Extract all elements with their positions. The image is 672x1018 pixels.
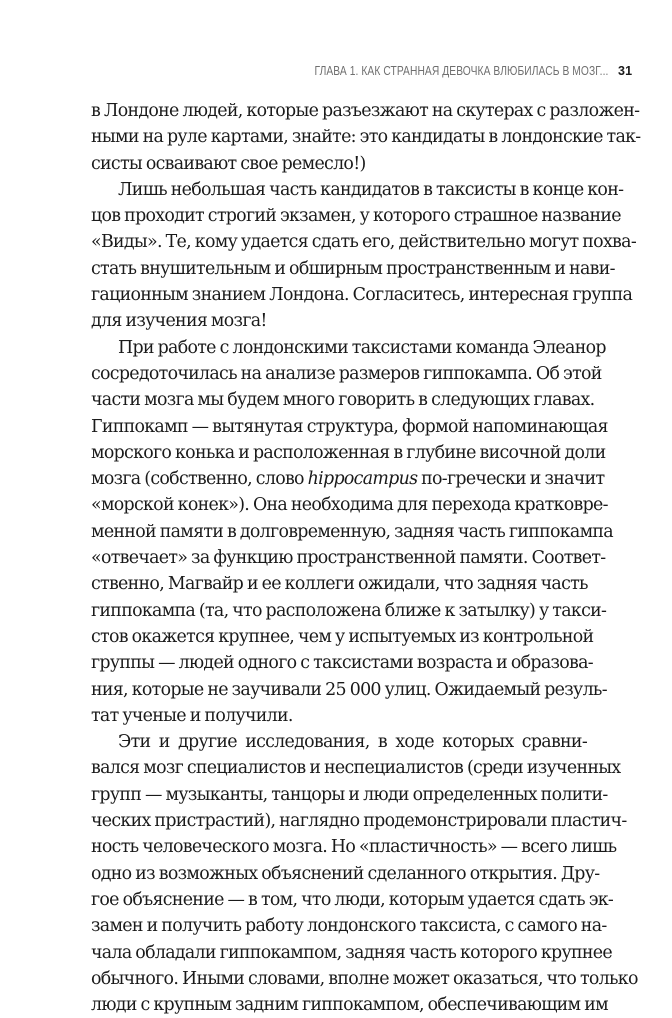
text-line: гационным знанием Лондона. Согласитесь, интересная группа	[91, 285, 633, 306]
text-line: Гиппокамп — вытянутая структура, формой напоминающая	[91, 416, 608, 437]
text-line: Лишь небольшая часть кандидатов в таксисты в конце кон-	[118, 179, 624, 200]
text-line: чала обладали гиппокампом, задняя часть которого крупнее	[91, 942, 612, 963]
chapter-title: ГЛАВА 1. КАК СТРАННАЯ ДЕВОЧКА ВЛЮБИЛАСЬ В МОЗГ...	[314, 64, 609, 78]
text-line: групп — музыканты, танцоры и люди определенных полити-	[91, 784, 608, 805]
text-line: «морской конек»). Она необходима для перехода кратковре-	[91, 495, 608, 516]
text-line: ственно, Магвайр и ее коллеги ожидали, что задняя часть	[91, 574, 588, 595]
text-line: «Виды». Те, кому удается сдать его, действительно могут похва-	[91, 232, 636, 253]
text-line: менной памяти в долговременную, задняя часть гиппокампа	[91, 521, 613, 542]
text-line: вался мозг специалистов и неспециалистов (среди изученных	[91, 758, 621, 779]
text-line: ческих пристрастий), наглядно продемонстрировали пластич-	[91, 811, 627, 832]
text-line: морского конька и расположенная в глубине височной доли	[91, 442, 606, 463]
text-line: сосредоточилась на анализе размеров гиппокампа. Об этой	[91, 363, 602, 384]
text-line: обычного. Иными словами, вполне может оказаться, что только	[91, 968, 638, 989]
italic-term: hippocampus	[307, 469, 418, 490]
text-line: части мозга мы будем много говорить в следующих главах.	[91, 390, 595, 411]
body-text	[91, 98, 641, 1018]
text-line: «отвечает» за функцию пространственной памяти. Соответ-	[91, 548, 606, 569]
text-line: стов окажется крупнее, чем у испытуемых из контрольной	[91, 626, 594, 647]
page-number: 31	[618, 64, 633, 78]
text-line: систы осваивают свое ремесло!)	[91, 153, 366, 174]
text-line: ность человеческого мозга. Но «пластичность» — всего лишь	[91, 837, 617, 858]
text-line: ния, которые не заучивали 25 000 улиц. Ожидаемый резуль-	[91, 679, 607, 700]
text-line: цов проходит строгий экзамен, у которого страшное название	[91, 206, 621, 227]
text-line: для изучения мозга!	[91, 311, 267, 332]
text-line: люди с крупным задним гиппокампом, обеспечивающим им	[91, 995, 608, 1016]
text-line: гое объяснение — в том, что люди, которым удается сдать эк-	[91, 889, 614, 910]
text-line: При работе с лондонскими таксистами команда Элеанор	[118, 337, 606, 358]
text-line: Эти и другие исследования, в ходе которых сравни-	[118, 732, 587, 753]
text-segment: по-гречески и значит	[417, 469, 605, 490]
text-line: стать внушительным и обширным пространственным и нави-	[91, 258, 615, 279]
text-line	[91, 466, 605, 492]
running-header	[250, 64, 633, 82]
text-line: в Лондоне людей, которые разъезжают на скутерах с разложен-	[91, 101, 640, 121]
text-line: группы — людей одного с таксистами возраста и образова-	[91, 653, 593, 674]
text-line: одно из возможных объяснений сделанного открытия. Дру-	[91, 863, 600, 884]
text-line: тат ученые и получили.	[91, 705, 293, 726]
text-segment: мозга (собственно, слово	[91, 469, 308, 490]
text-line: гиппокампа (та, что расположена ближе к затылку) у такси-	[91, 600, 607, 621]
text-line: замен и получить работу лондонского таксиста, с самого на-	[91, 916, 607, 937]
text-line: ными на руле картами, знайте: это кандидаты в лондонские так-	[91, 127, 641, 148]
